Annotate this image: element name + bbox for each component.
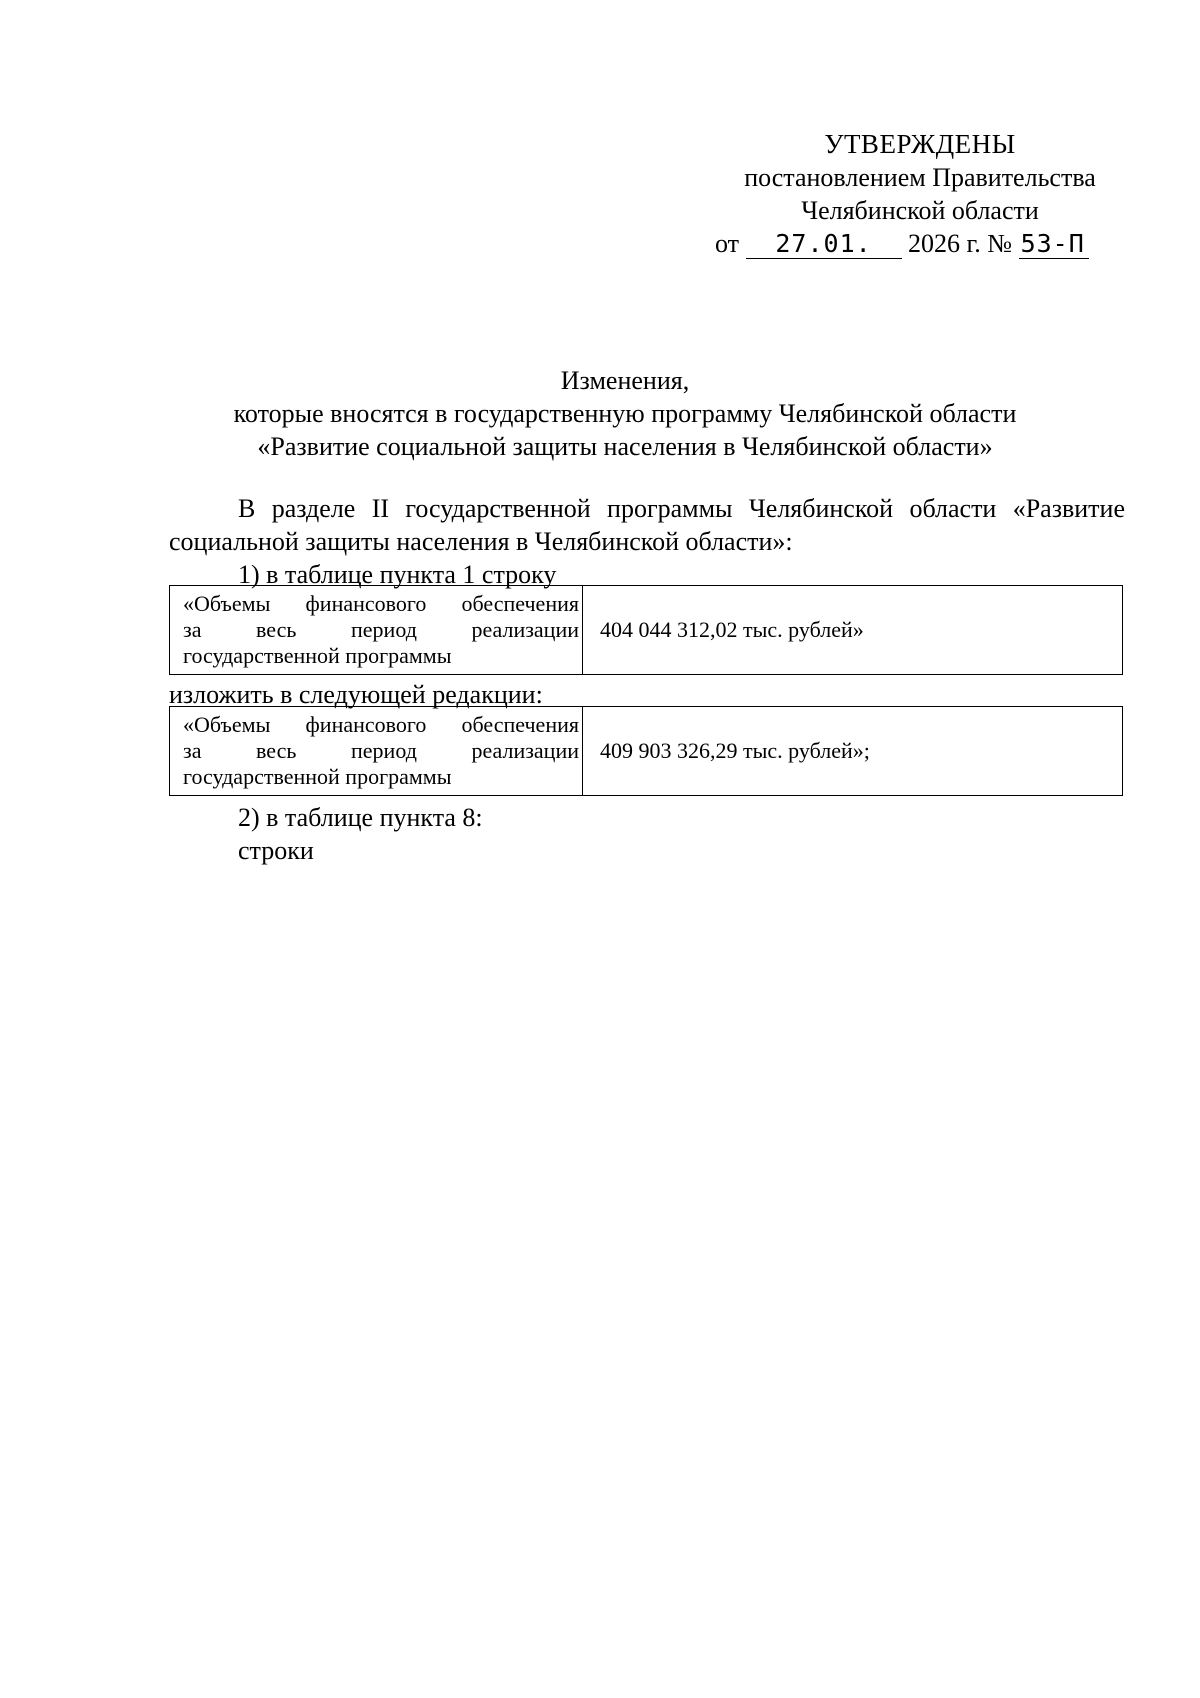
old-row-value-cell: 404 044 312,02 тыс. рублей» — [583, 586, 1123, 675]
new-row-label-line-1: «Объемы финансового обеспечения — [183, 712, 579, 737]
approval-number-value: 53-П — [1019, 230, 1089, 259]
table-row — [170, 586, 1123, 675]
table-row — [170, 707, 1123, 796]
item-2-text: 2) в таблице пункта 8: — [238, 803, 483, 832]
approval-title: УТВЕРЖДЕНЫ — [824, 129, 1016, 159]
new-row-value-cell: 409 903 326,29 тыс. рублей»; — [583, 707, 1123, 796]
approval-date-line — [715, 227, 1120, 260]
intro-paragraph: В разделе II государственной программы Челябинской области «Развитие социальной защиты населения в Челябинской области»: — [169, 494, 1125, 556]
old-row-label-line-2: за весь период реализации — [183, 617, 579, 642]
new-row-label-cell — [170, 707, 583, 796]
approval-stamp — [715, 128, 1120, 260]
approval-line-1: постановлением Правительства — [744, 163, 1096, 192]
changes-heading — [180, 364, 1070, 463]
approval-line-2: Челябинской области — [801, 196, 1039, 225]
item-1-text: 1) в таблице пункта 1 строку — [238, 560, 557, 589]
heading-line-2: которые вносятся в государственную программу Челябинской области — [233, 399, 1017, 428]
old-row-table — [169, 585, 1123, 675]
item-2-rows-text: строки — [238, 836, 314, 865]
heading-line-3: «Развитие социальной защиты населения в Челябинской области» — [257, 432, 993, 461]
old-row-label-line-3: государственной программы — [183, 643, 452, 668]
replace-label: изложить в следующей редакции: — [169, 680, 543, 709]
new-row-label-line-3: государственной программы — [183, 764, 452, 789]
heading-line-1: Изменения, — [560, 366, 690, 395]
old-row-label-line-1: «Объемы финансового обеспечения — [183, 591, 579, 616]
approval-year-text: 2026 г. № — [908, 229, 1013, 258]
approval-from-label: от — [715, 229, 740, 258]
new-row-label-line-2: за весь период реализации — [183, 738, 579, 763]
new-row-table — [169, 706, 1123, 796]
approval-date-value: 27.01. — [746, 230, 902, 259]
old-row-label-cell — [170, 586, 583, 675]
